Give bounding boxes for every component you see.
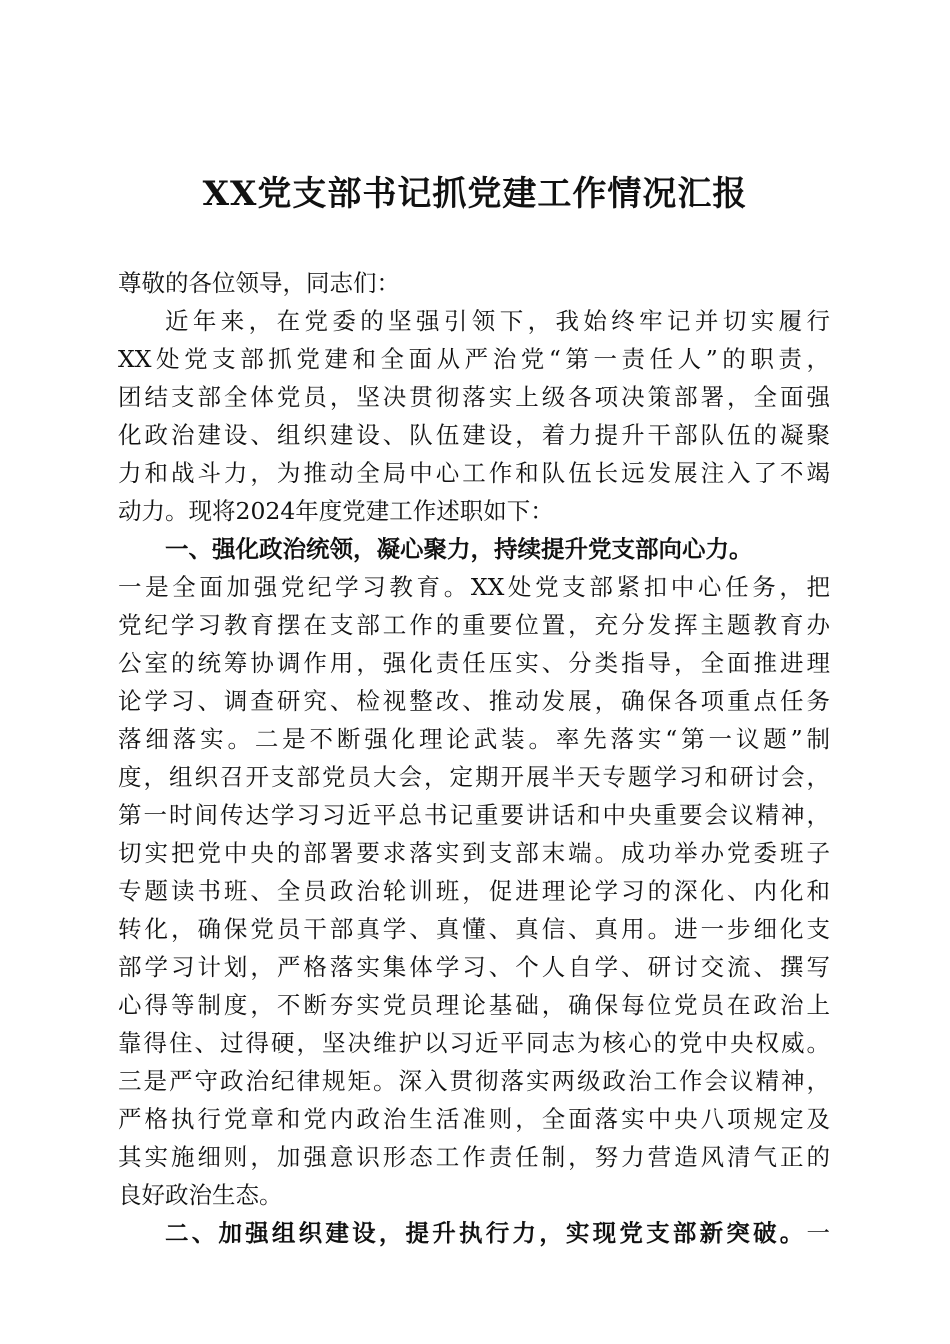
document-title: XX党支部书记抓党建工作情况汇报 (202, 174, 748, 214)
paragraph-line: 落细落实。二是不断强化理论武装。率先落实“第一议题”制 (118, 725, 830, 753)
paragraph-line: 靠得住、过得硬，坚决维护以习近平同志为核心的党中央权威。 (118, 1029, 830, 1057)
paragraph-line: 转化，确保党员干部真学、真懂、真信、真用。进一步细化支 (118, 915, 830, 943)
paragraph-line: 公室的统筹协调作用，强化责任压实、分类指导，全面推进理 (118, 649, 830, 677)
paragraph-line: 论学习、调查研究、检视整改、推动发展，确保各项重点任务 (118, 687, 830, 715)
paragraph-line: 切实把党中央的部署要求落实到支部末端。成功举办党委班子 (118, 839, 830, 867)
document-body (118, 264, 830, 1252)
paragraph-line: 一是全面加强党纪学习教育。XX处党支部紧扣中心任务，把 (118, 573, 830, 601)
paragraph-line: 专题读书班、全员政治轮训班，促进理论学习的深化、内化和 (118, 877, 830, 905)
paragraph-line: 动力。现将2024年度党建工作述职如下： (118, 497, 554, 525)
salutation: 尊敬的各位领导，同志们： (118, 269, 400, 297)
paragraph-line: 化政治建设、组织建设、队伍建设，着力提升干部队伍的凝聚 (118, 421, 830, 449)
paragraph-start: 一 (806, 1219, 830, 1247)
paragraph-line: 团结支部全体党员，坚决贯彻落实上级各项决策部署，全面强 (118, 383, 830, 411)
paragraph-line: 第一时间传达学习习近平总书记重要讲话和中央重要会议精神， (118, 801, 830, 829)
paragraph-line: 近年来，在党委的坚强引领下，我始终牢记并切实履行 (165, 307, 830, 335)
section-heading-2-line (118, 1214, 830, 1252)
paragraph-line: 良好政治生态。 (118, 1181, 283, 1209)
paragraph-line: 度，组织召开支部党员大会，定期开展半天专题学习和研讨会， (118, 763, 830, 791)
section-heading-2: 二、加强组织建设，提升执行力，实现党支部新突破。 (165, 1219, 807, 1247)
paragraph-line: XX处党支部抓党建和全面从严治党“第一责任人”的职责， (118, 345, 830, 373)
paragraph-line: 严格执行党章和党内政治生活准则，全面落实中央八项规定及 (118, 1105, 830, 1133)
paragraph-line: 部学习计划，严格落实集体学习、个人自学、研讨交流、撰写 (118, 953, 830, 981)
paragraph-line: 其实施细则，加强意识形态工作责任制，努力营造风清气正的 (118, 1143, 830, 1171)
paragraph-line: 力和战斗力，为推动全局中心工作和队伍长远发展注入了不竭 (118, 459, 830, 487)
paragraph-line: 三是严守政治纪律规矩。深入贯彻落实两级政治工作会议精神， (118, 1067, 830, 1095)
paragraph-line: 党纪学习教育摆在支部工作的重要位置，充分发挥主题教育办 (118, 611, 830, 639)
paragraph-line: 心得等制度，不断夯实党员理论基础，确保每位党员在政治上 (118, 991, 830, 1019)
section-heading-1: 一、强化政治统领，凝心聚力，持续提升党支部向心力。 (165, 535, 753, 563)
